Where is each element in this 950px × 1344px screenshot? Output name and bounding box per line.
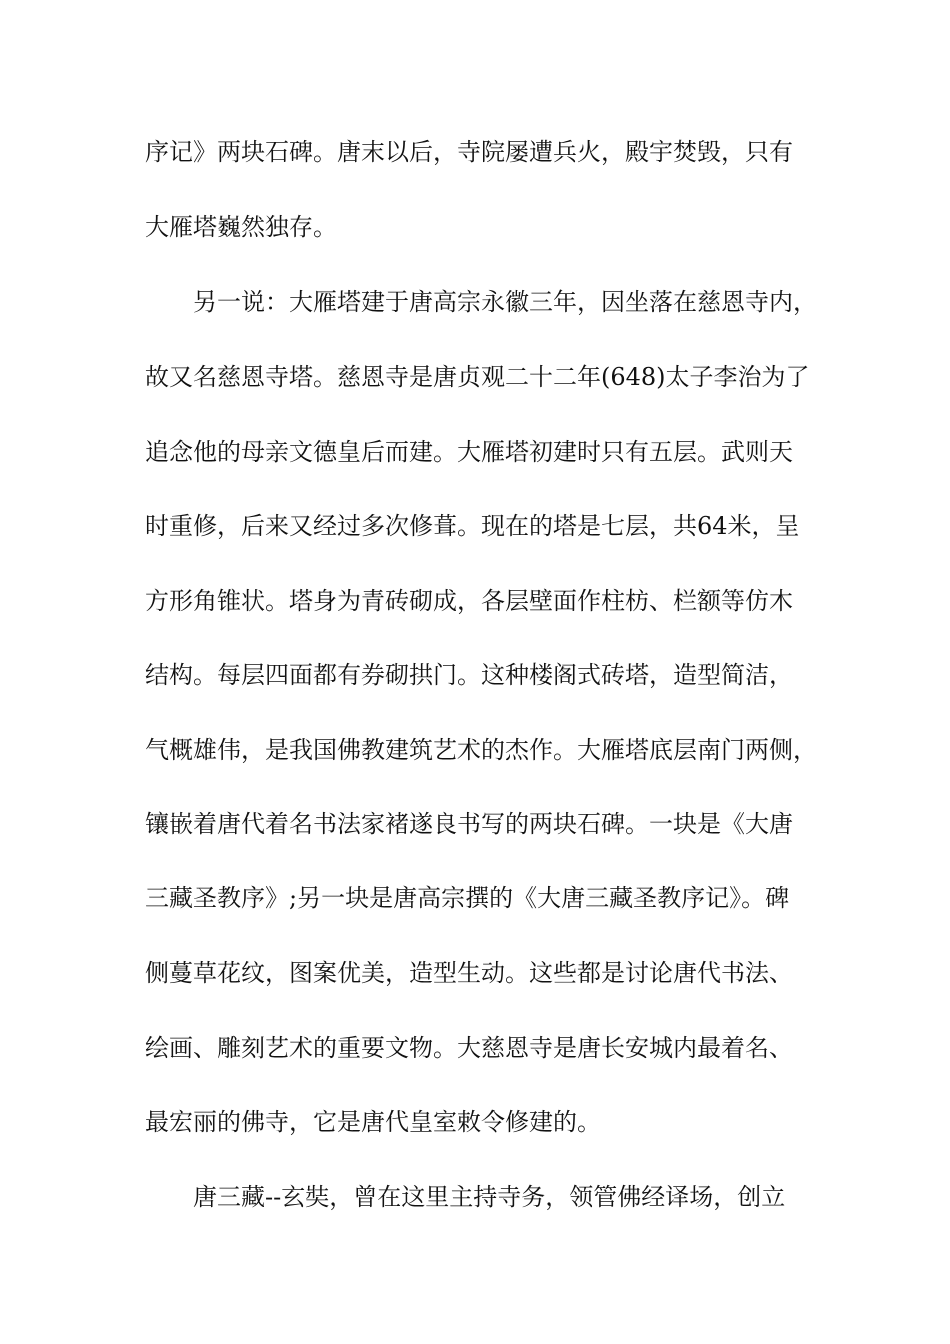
text-line-14: 最宏丽的佛寺，它是唐代皇室敕令修建的。: [145, 1108, 601, 1136]
text-line-4: 故又名慈恩寺塔。慈恩寺是唐贞观二十二年(648)太子李治为了: [145, 363, 810, 391]
text-line-5: 追念他的母亲文德皇后而建。大雁塔初建时只有五层。武则天: [145, 438, 793, 466]
text-line-6: 时重修，后来又经过多次修葺。现在的塔是七层，共64米，呈: [145, 512, 800, 540]
text-line-12: 侧蔓草花纹，图案优美，造型生动。这些都是讨论唐代书法、: [145, 959, 793, 987]
text-line-1: 序记》两块石碑。唐末以后，寺院屡遭兵火，殿宇焚毁，只有: [145, 138, 793, 166]
text-line-15: 唐三藏--玄奘，曾在这里主持寺务，领管佛经译场，创立: [193, 1183, 786, 1211]
text-line-2: 大雁塔巍然独存。: [145, 213, 337, 241]
text-line-8: 结构。每层四面都有券砌拱门。这种楼阁式砖塔，造型简洁，: [145, 661, 793, 689]
text-line-10: 镶嵌着唐代着名书法家褚遂良书写的两块石碑。一块是《大唐: [145, 810, 793, 838]
text-line-11: 三藏圣教序》;另一块是唐高宗撰的《大唐三藏圣教序记》。碑: [145, 884, 790, 912]
text-line-13: 绘画、雕刻艺术的重要文物。大慈恩寺是唐长安城内最着名、: [145, 1034, 793, 1062]
text-line-9: 气概雄伟，是我国佛教建筑艺术的杰作。大雁塔底层南门两侧，: [145, 736, 817, 764]
text-line-7: 方形角锥状。塔身为青砖砌成，各层壁面作柱枋、栏额等仿木: [145, 587, 793, 615]
text-line-3: 另一说：大雁塔建于唐高宗永徽三年，因坐落在慈恩寺内，: [193, 288, 817, 316]
